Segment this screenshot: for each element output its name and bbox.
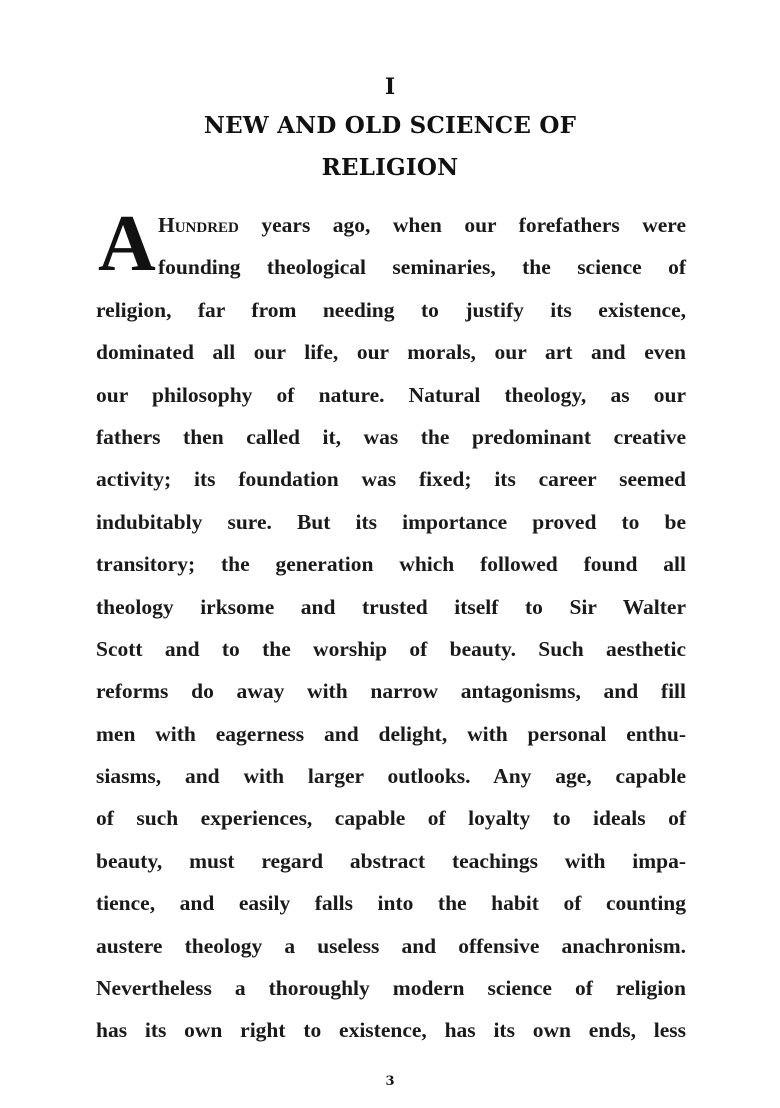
text-line: has its own right to existence, has its own ends, less	[96, 1018, 686, 1043]
text-line-rest: years ago, when our forefathers were	[238, 213, 686, 237]
text-line: men with eagerness and delight, with personal enthu-	[96, 721, 686, 746]
text-line: activity; its foundation was fixed; its career seemed	[96, 467, 686, 492]
chapter-number: I	[384, 74, 396, 100]
text-line: Scott and to the worship of beauty. Such aesthetic	[96, 636, 686, 661]
drop-cap: A	[98, 200, 156, 288]
body-text	[96, 200, 686, 1052]
text-line: theology irksome and trusted itself to Sir Walter	[96, 594, 686, 619]
page-number: 3	[385, 1074, 395, 1089]
text-line: fathers then called it, was the predominant creative	[96, 424, 686, 449]
text-line	[158, 204, 686, 246]
text-line: siasms, and with larger outlooks. Any age, capable	[96, 764, 686, 789]
text-line: founding theological seminaries, the science of	[158, 255, 686, 280]
text-line: Nevertheless a thoroughly modern science of religion	[96, 976, 686, 1001]
text-line: our philosophy of nature. Natural theology, as our	[96, 382, 686, 407]
chapter-title-line-1: NEW AND OLD SCIENCE OF	[203, 112, 577, 139]
chapter-title-line-2: RELIGION	[321, 154, 459, 181]
text-line: beauty, must regard abstract teachings with impa-	[96, 848, 686, 873]
text-line: of such experiences, capable of loyalty to ideals of	[96, 806, 686, 831]
text-line: indubitably sure. But its importance proved to be	[96, 509, 686, 534]
text-line: tience, and easily falls into the habit of counting	[96, 891, 686, 916]
text-line: transitory; the generation which followed found all	[96, 552, 686, 577]
text-line: reforms do away with narrow antagonisms, and fill	[96, 679, 686, 704]
text-line: austere theology a useless and offensive anachronism.	[96, 933, 686, 958]
text-line: religion, far from needing to justify its existence,	[96, 297, 686, 322]
text-line: dominated all our life, our morals, our art and even	[96, 340, 686, 365]
small-caps-word: Hundred	[158, 213, 239, 237]
